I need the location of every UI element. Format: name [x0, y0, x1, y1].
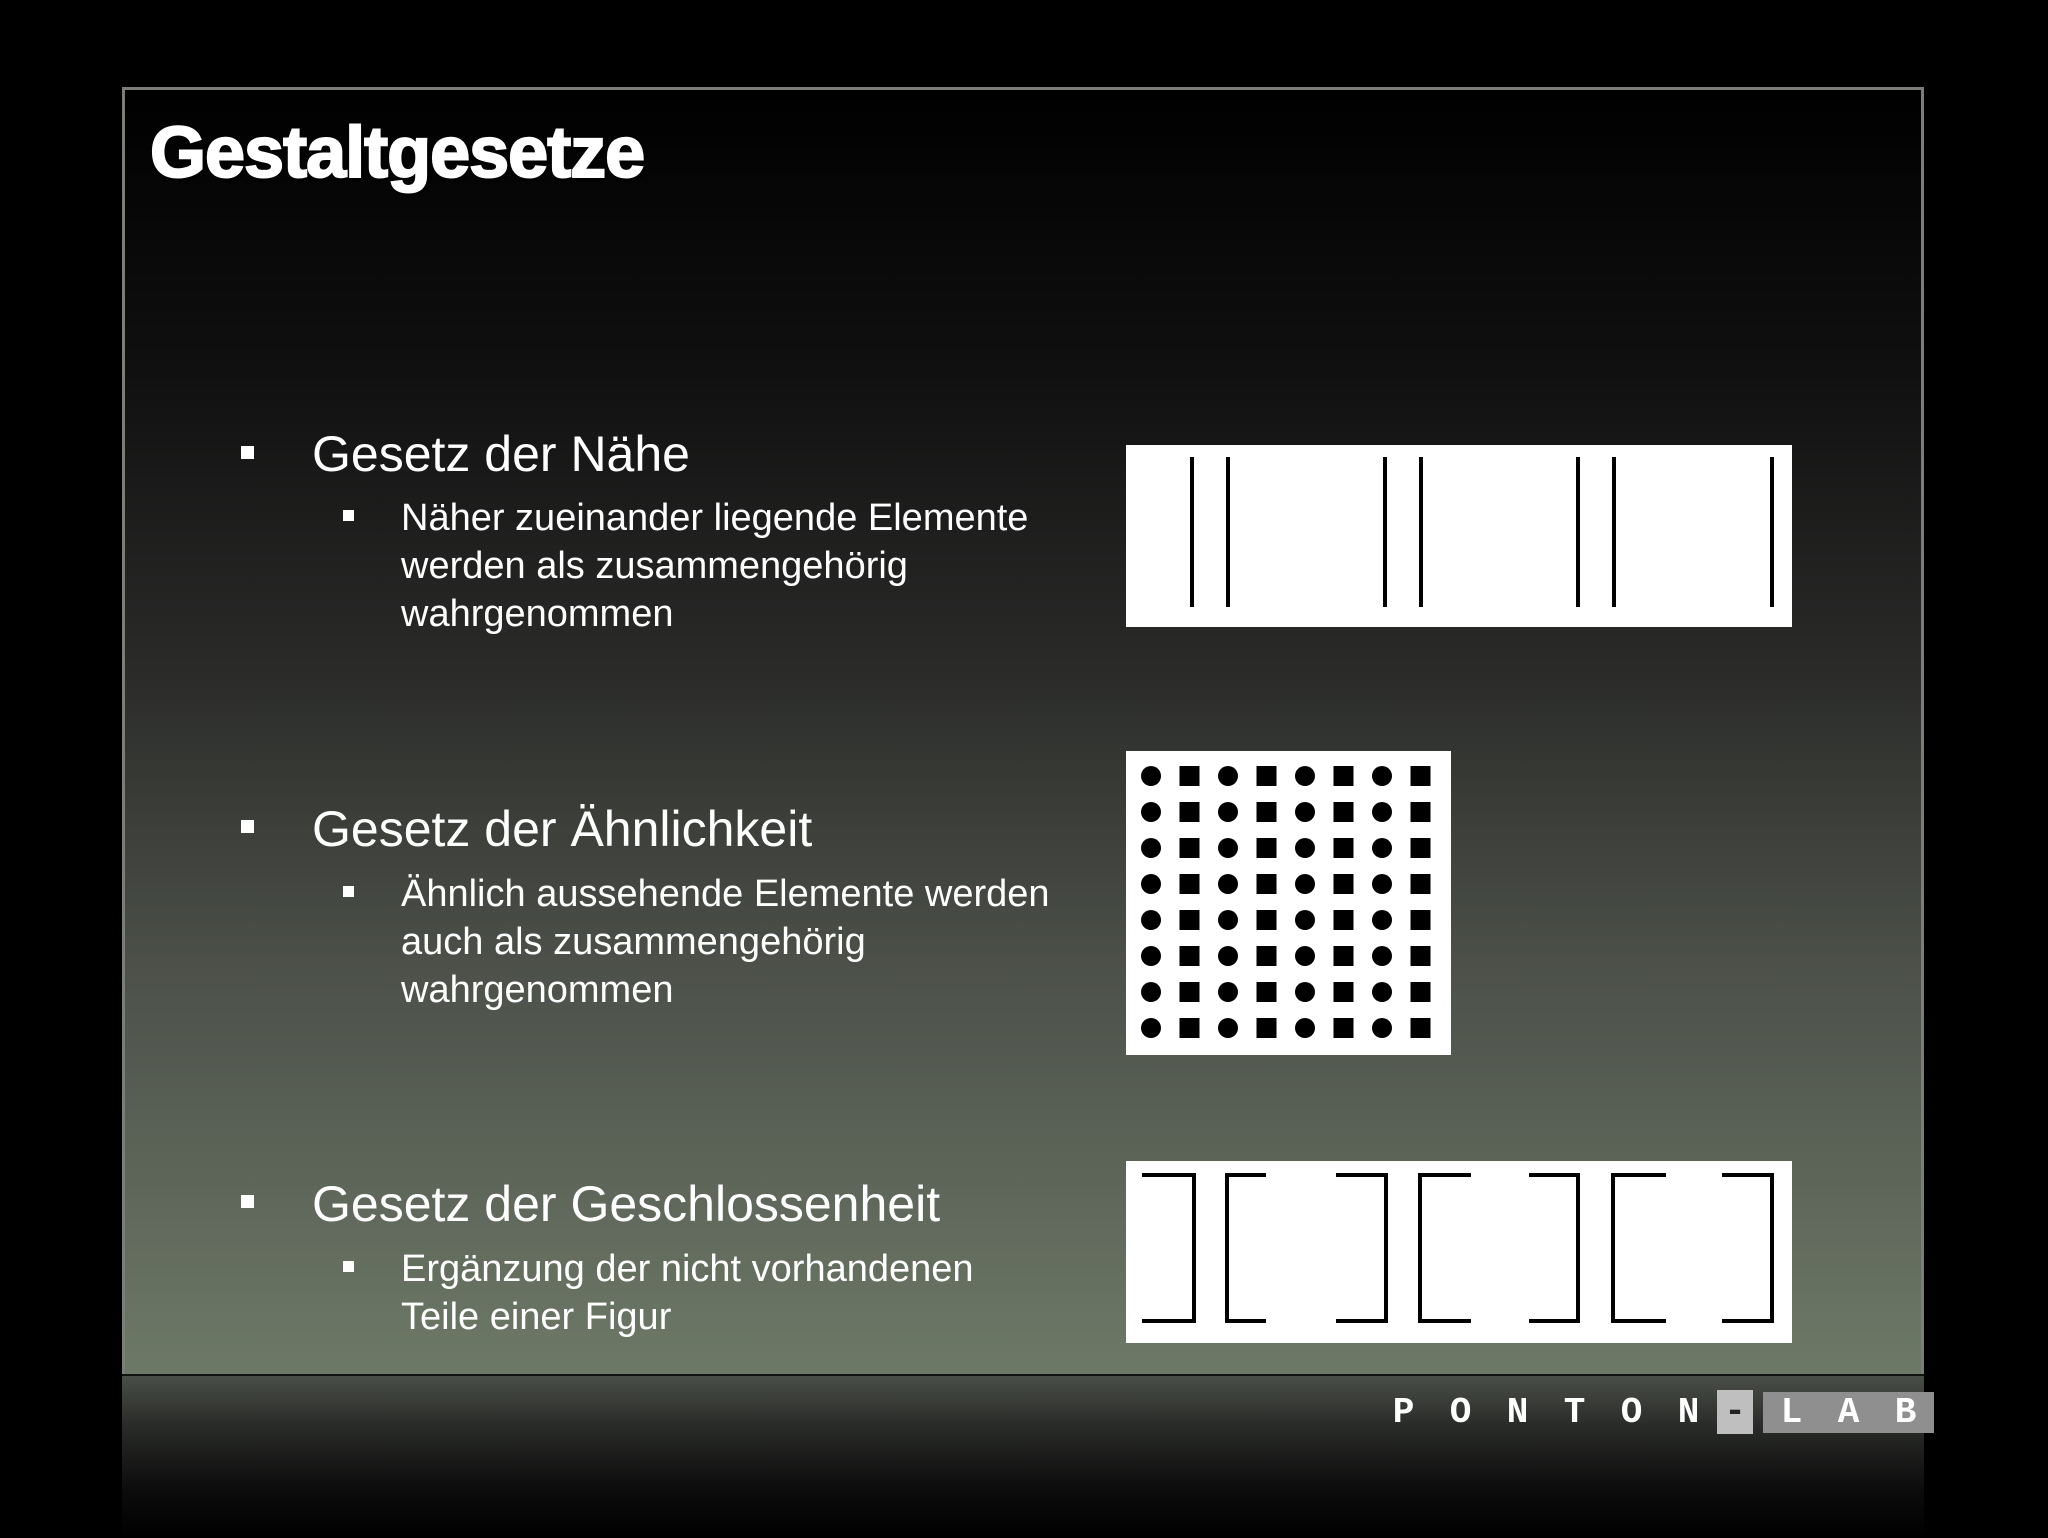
grid-circle [1218, 874, 1238, 894]
grid-square [1180, 802, 1200, 822]
grid-circle [1372, 1018, 1392, 1038]
text-line: wahrgenommen [401, 593, 674, 635]
grid-circle [1218, 982, 1238, 1002]
grid-square [1411, 910, 1431, 930]
grid-circle [1141, 946, 1161, 966]
text-line: wahrgenommen [401, 969, 674, 1011]
grid-square [1180, 910, 1200, 930]
text-line: Teile einer Figur [401, 1296, 672, 1338]
grid-circle [1372, 982, 1392, 1002]
logo-letter: P [1392, 1391, 1415, 1433]
grid-circle [1218, 766, 1238, 786]
bullet-icon [241, 820, 254, 833]
grid-circle [1372, 802, 1392, 822]
grid-square [1334, 982, 1354, 1002]
grid-circle [1218, 838, 1238, 858]
grid-circle [1141, 838, 1161, 858]
grid-circle [1372, 838, 1392, 858]
text-line: Näher zueinander liegende Elemente [401, 497, 1029, 539]
bullet-icon [241, 446, 254, 459]
grid-square [1180, 766, 1200, 786]
grid-square [1411, 838, 1431, 858]
section-text-closure [401, 1245, 974, 1341]
text-line: auch als zusammengehörig [401, 921, 866, 963]
grid-square [1257, 910, 1277, 930]
grid-circle [1295, 874, 1315, 894]
section-heading-proximity: Gesetz der Nähe [312, 426, 690, 482]
sub-bullet-icon [343, 886, 354, 897]
grid-circle [1372, 766, 1392, 786]
logo-letter: L [1763, 1392, 1820, 1433]
grid-circle [1295, 910, 1315, 930]
grid-circle [1295, 946, 1315, 966]
slide-title: Gestaltgesetze [150, 113, 645, 193]
grid-circle [1141, 1018, 1161, 1038]
logo-letter: O [1449, 1391, 1472, 1433]
similarity-grid-figure [1126, 751, 1451, 1055]
grid-circle [1218, 1018, 1238, 1038]
ponton-lab-logo [1375, 1390, 1934, 1434]
section-heading-similarity: Gesetz der Ähnlichkeit [312, 801, 813, 857]
grid-square [1180, 838, 1200, 858]
logo-letter: B [1877, 1392, 1934, 1433]
section-text-similarity [401, 870, 1050, 1014]
grid-square [1334, 766, 1354, 786]
grid-square [1411, 802, 1431, 822]
bullet-icon [241, 1195, 254, 1208]
grid-square [1334, 874, 1354, 894]
sub-bullet-icon [343, 510, 354, 521]
grid-circle [1295, 982, 1315, 1002]
logo-dash: - [1717, 1390, 1753, 1434]
grid-circle [1372, 946, 1392, 966]
logo-letter: A [1820, 1392, 1877, 1433]
grid-circle [1295, 766, 1315, 786]
grid-square [1334, 910, 1354, 930]
grid-circle [1372, 910, 1392, 930]
closure-brackets-figure [1126, 1161, 1792, 1343]
logo-letter: N [1506, 1391, 1529, 1433]
grid-square [1180, 1018, 1200, 1038]
logo-letter: T [1563, 1391, 1586, 1433]
grid-square [1180, 874, 1200, 894]
grid-square [1257, 946, 1277, 966]
grid-square [1257, 982, 1277, 1002]
grid-square [1334, 1018, 1354, 1038]
grid-square [1257, 838, 1277, 858]
grid-square [1411, 982, 1431, 1002]
grid-square [1411, 946, 1431, 966]
grid-square [1257, 766, 1277, 786]
grid-circle [1295, 1018, 1315, 1038]
grid-square [1180, 946, 1200, 966]
grid-circle [1218, 910, 1238, 930]
grid-circle [1295, 838, 1315, 858]
logo-letter: O [1620, 1391, 1643, 1433]
grid-circle [1141, 766, 1161, 786]
proximity-lines-figure [1126, 445, 1792, 627]
grid-square [1257, 1018, 1277, 1038]
section-text-proximity [401, 494, 1028, 638]
grid-circle [1141, 874, 1161, 894]
text-line: Ergänzung der nicht vorhandenen [401, 1248, 974, 1290]
grid-square [1334, 802, 1354, 822]
logo-letter: N [1677, 1391, 1700, 1433]
grid-circle [1372, 874, 1392, 894]
grid-circle [1218, 802, 1238, 822]
sub-bullet-icon [343, 1261, 354, 1272]
text-line: werden als zusammengehörig [401, 545, 908, 587]
section-heading-closure: Gesetz der Geschlossenheit [312, 1176, 941, 1232]
grid-circle [1141, 910, 1161, 930]
grid-circle [1295, 802, 1315, 822]
grid-circle [1141, 982, 1161, 1002]
grid-square [1257, 874, 1277, 894]
grid-square [1334, 946, 1354, 966]
grid-circle [1141, 802, 1161, 822]
grid-square [1411, 766, 1431, 786]
similarity-figure [1126, 751, 1451, 1055]
grid-square [1257, 802, 1277, 822]
grid-square [1411, 1018, 1431, 1038]
grid-square [1334, 838, 1354, 858]
grid-circle [1218, 946, 1238, 966]
proximity-figure [1126, 445, 1792, 627]
text-line: Ähnlich aussehende Elemente werden [401, 873, 1050, 915]
grid-square [1411, 874, 1431, 894]
grid-square [1180, 982, 1200, 1002]
closure-figure [1126, 1161, 1792, 1343]
